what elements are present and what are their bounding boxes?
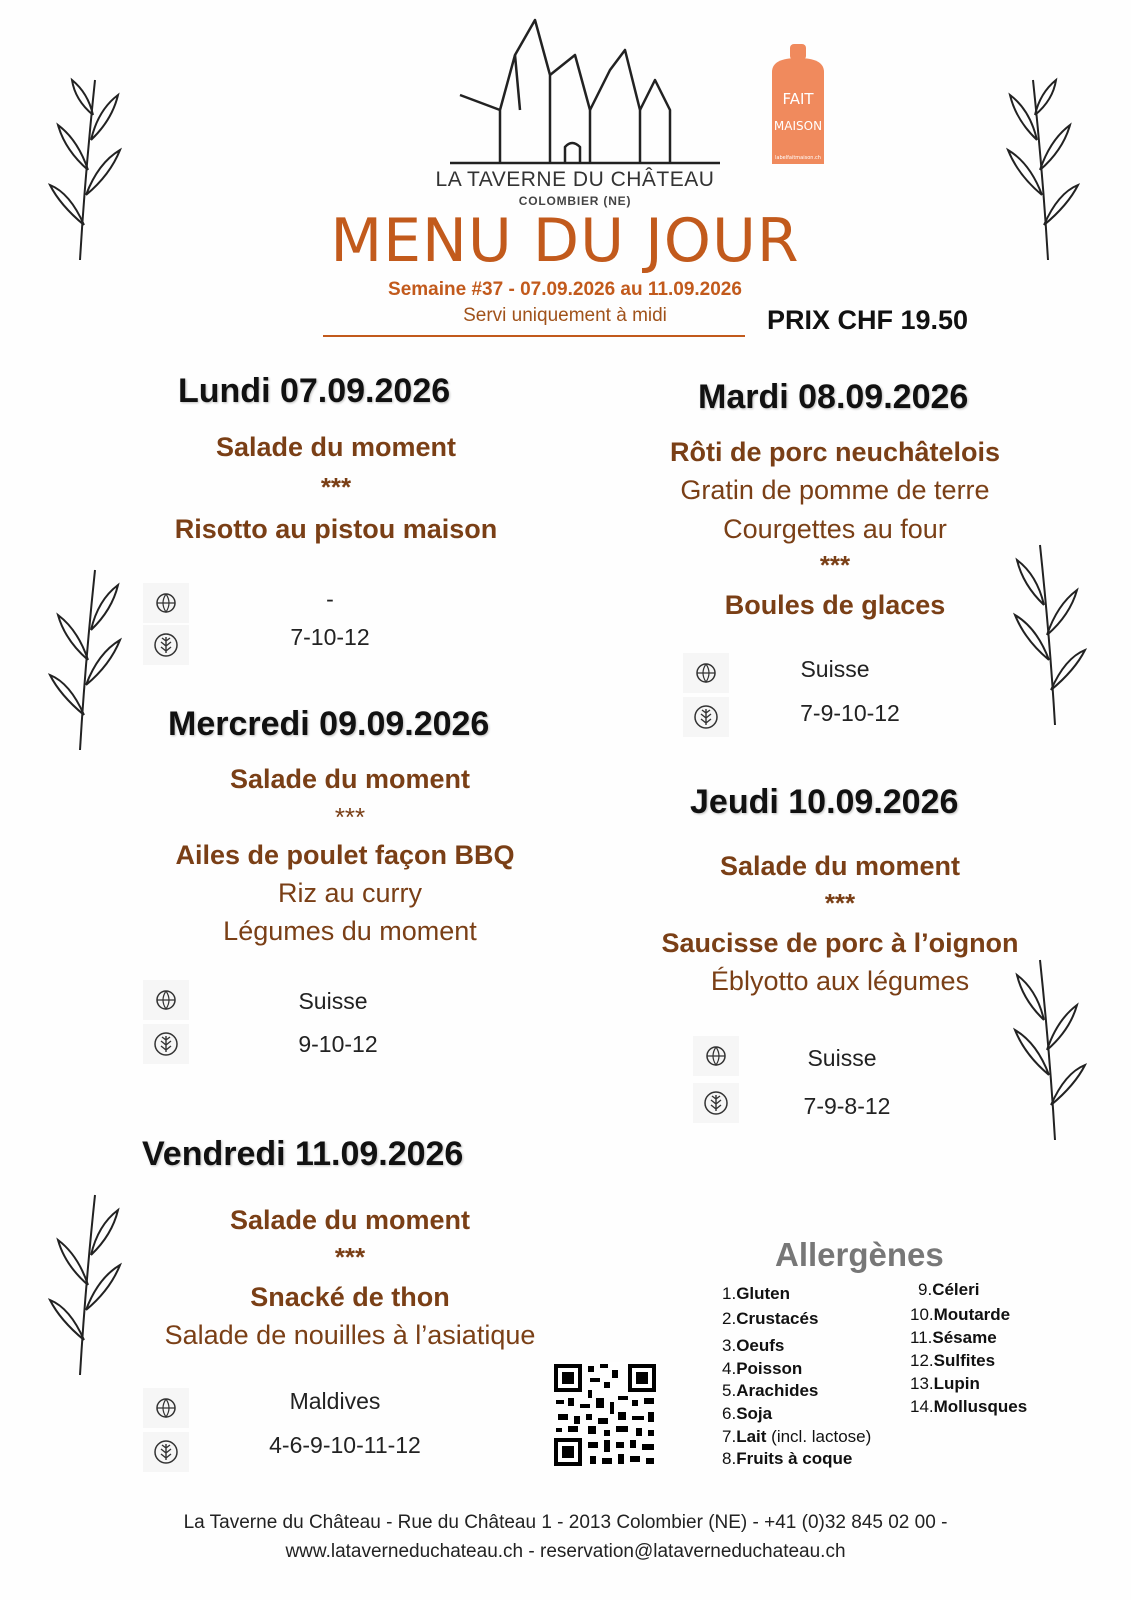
badge-line1: FAIT	[782, 90, 814, 108]
allergen-name: Fruits à coque	[736, 1449, 853, 1468]
page-title: MENU DU JOUR	[330, 206, 800, 276]
served-note: Servi uniquement à midi	[463, 305, 667, 326]
mardi-main: Rôti de porc neuchâtelois	[669, 437, 1001, 467]
wheat-icon	[143, 1432, 189, 1472]
lundi-separator: ***	[320, 472, 352, 502]
jeudi-separator: ***	[824, 888, 856, 918]
lundi-allergens: 7-10-12	[290, 624, 370, 650]
allergen-name: Poisson	[736, 1359, 803, 1378]
vendredi-separator: ***	[334, 1242, 366, 1272]
fait-maison-badge	[762, 42, 834, 172]
restaurant-name: LA TAVERNE DU CHÂTEAU	[435, 168, 715, 191]
allergen-item: 6.Soja	[722, 1404, 773, 1423]
allergens-title: Allergènes	[775, 1236, 944, 1273]
leaf-branch-top-left-decoration	[40, 75, 130, 265]
jeudi-allergens: 7-9-8-12	[803, 1093, 891, 1119]
allergen-name: Oeufs	[736, 1336, 785, 1355]
header-divider	[323, 335, 745, 337]
wheat-icon	[693, 1083, 739, 1123]
vendredi-main: Snacké de thon	[250, 1282, 450, 1312]
allergen-name: Lait	[736, 1427, 767, 1446]
footer-address: La Taverne du Château - Rue du Château 1 - 2013 Colombier (NE) - +41 (0)32 845 02 00 -	[183, 1512, 948, 1533]
allergen-item: 9.Céleri	[918, 1280, 980, 1299]
allergen-name: Sésame	[932, 1328, 997, 1347]
vendredi-side1: Salade de nouilles à l’asiatique	[164, 1320, 536, 1350]
restaurant-location: COLOMBIER (NE)	[518, 194, 632, 208]
week-range: Semaine #37 - 07.09.2026 au 11.09.2026	[388, 279, 742, 300]
globe-icon	[683, 653, 729, 693]
mardi-side1: Gratin de pomme de terre	[680, 475, 990, 505]
leaf-branch-mid-left-decoration	[40, 565, 130, 755]
mercredi-allergens: 9-10-12	[298, 1031, 378, 1057]
allergen-name: Gluten	[736, 1284, 791, 1303]
mardi-side2: Courgettes au four	[723, 514, 947, 544]
wheat-icon	[683, 697, 729, 737]
allergen-name: Crustacés	[736, 1309, 819, 1328]
jeudi-main: Saucisse de porc à l’oignon	[661, 928, 1019, 958]
price-label: PRIX CHF 19.50	[767, 305, 969, 335]
allergen-item: 4.Poisson	[722, 1359, 803, 1378]
vendredi-starter: Salade du moment	[229, 1205, 471, 1235]
allergen-item: 7.Lait (incl. lactose)	[722, 1427, 872, 1446]
day-title-jeudi: Jeudi 10.09.2026	[690, 783, 959, 821]
footer-contact[interactable]: www.lataverneduchateau.ch - reservation@lataverneduchateau.ch	[285, 1541, 846, 1562]
allergen-item: 13.Lupin	[910, 1374, 980, 1393]
jeudi-starter: Salade du moment	[719, 851, 961, 881]
leaf-branch-top-right-decoration	[998, 75, 1088, 265]
lundi-origin: -	[326, 586, 334, 612]
mercredi-starter: Salade du moment	[229, 764, 471, 794]
mardi-origin: Suisse	[800, 656, 870, 682]
lundi-starter: Salade du moment	[215, 432, 457, 462]
globe-icon	[693, 1036, 739, 1076]
globe-icon	[143, 980, 189, 1020]
badge-url: labelfaitmaison.ch	[775, 155, 821, 161]
allergen-name: Mollusques	[933, 1397, 1028, 1416]
allergen-name: Arachides	[736, 1381, 819, 1400]
allergen-name: Soja	[736, 1404, 773, 1423]
allergen-name: Sulfites	[933, 1351, 996, 1370]
mercredi-main: Ailes de poulet façon BBQ	[175, 840, 515, 870]
wheat-icon	[143, 625, 189, 665]
allergen-item: 5.Arachides	[722, 1381, 819, 1400]
allergen-item: 1.Gluten	[722, 1284, 791, 1303]
allergen-name: Moutarde	[933, 1305, 1011, 1324]
wheat-icon	[143, 1024, 189, 1064]
mardi-dessert: Boules de glaces	[724, 590, 946, 620]
mardi-separator: ***	[819, 550, 851, 580]
jeudi-side1: Éblyotto aux légumes	[710, 966, 970, 996]
allergen-item: 3.Oeufs	[722, 1336, 785, 1355]
vendredi-allergens: 4-6-9-10-11-12	[269, 1432, 421, 1458]
qr-code[interactable]	[552, 1362, 658, 1468]
mercredi-side1: Riz au curry	[277, 878, 423, 908]
globe-icon	[143, 1388, 189, 1428]
day-title-lundi: Lundi 07.09.2026	[178, 372, 451, 410]
lundi-main: Risotto au pistou maison	[174, 514, 498, 544]
leaf-branch-bottom-left-decoration	[40, 1190, 130, 1380]
allergen-item: 12.Sulfites	[910, 1351, 996, 1370]
vendredi-origin: Maldives	[289, 1388, 381, 1414]
allergen-item: 14.Mollusques	[910, 1397, 1028, 1416]
allergen-item: 2.Crustacés	[722, 1309, 819, 1328]
castle-logo	[440, 15, 730, 165]
allergen-name: Céleri	[932, 1280, 980, 1299]
jeudi-origin: Suisse	[807, 1045, 877, 1071]
allergen-item: 8.Fruits à coque	[722, 1449, 853, 1468]
mardi-allergens: 7-9-10-12	[800, 700, 900, 726]
mercredi-side2: Légumes du moment	[223, 916, 477, 946]
allergen-item: 10.Moutarde	[910, 1305, 1011, 1324]
day-title-vendredi: Vendredi 11.09.2026	[142, 1135, 464, 1173]
day-title-mercredi: Mercredi 09.09.2026	[168, 705, 490, 743]
globe-icon	[143, 583, 189, 623]
badge-line2: MAISON	[773, 119, 823, 133]
mercredi-origin: Suisse	[298, 988, 368, 1014]
allergen-item: 11.Sésame	[910, 1328, 997, 1347]
mercredi-separator: ***	[334, 802, 366, 832]
day-title-mardi: Mardi 08.09.2026	[698, 378, 969, 416]
allergen-name: Lupin	[933, 1374, 980, 1393]
allergen-note: (incl. lactose)	[771, 1427, 872, 1446]
